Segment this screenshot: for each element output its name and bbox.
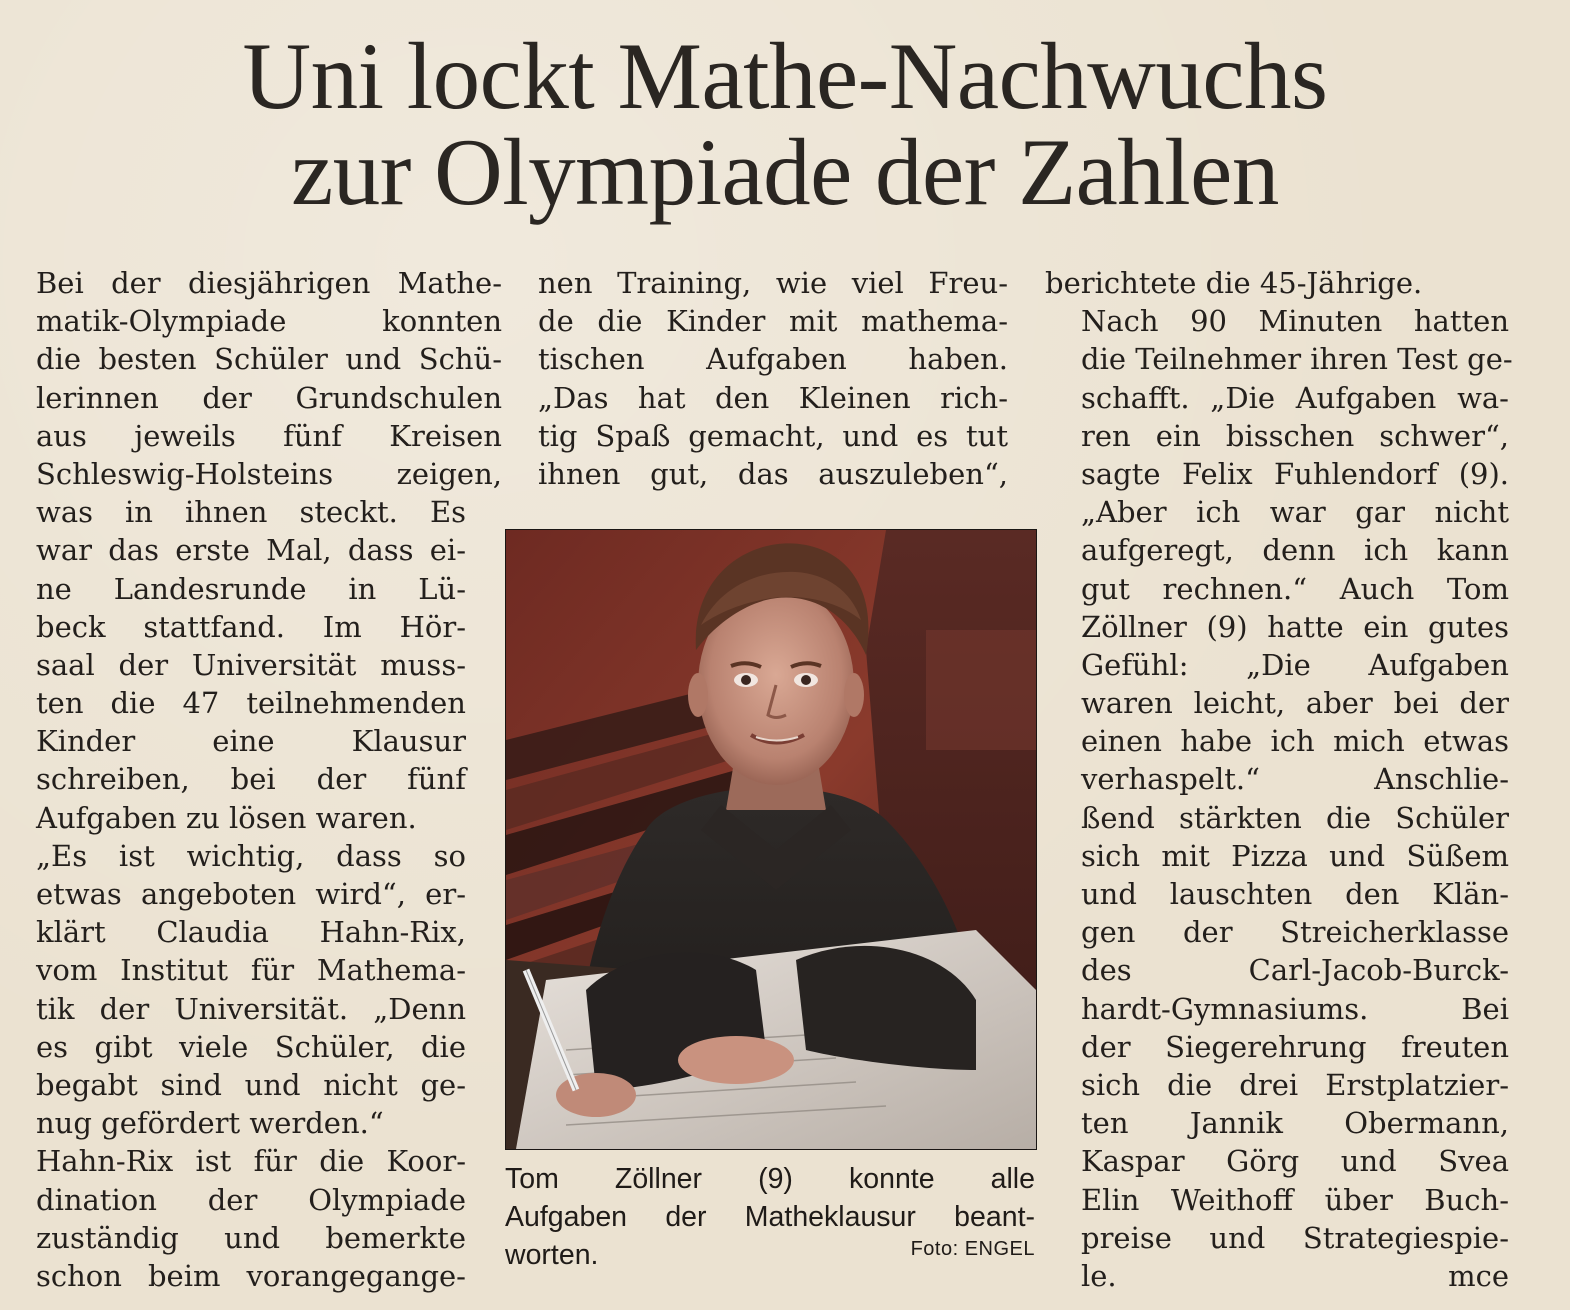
col1-line: nug gefördert werden.“ [36, 1106, 384, 1141]
caption-line: Tom Zöllner (9) konnte alle [505, 1163, 1035, 1195]
col1-line: was in ihnen steckt. Es [36, 495, 466, 530]
article-photo [505, 529, 1037, 1150]
col1-line: „Es ist wichtig, dass so [36, 838, 466, 873]
article-column-2 [538, 264, 1008, 493]
col3-line: verhaspelt.“ Anschlie- [1081, 762, 1509, 797]
col1-line: aus jeweils fünf Kreisen [36, 418, 502, 453]
col1-line: schreiben, bei der fünf [36, 762, 466, 797]
col3-line: die Teilnehmer ihren Test ge- [1081, 342, 1513, 377]
col1-line: beck stattfand. Im Hör- [36, 609, 466, 644]
col1-line: vom Institut für Mathema- [36, 953, 466, 988]
col3-line: des Carl-Jacob-Burck- [1081, 953, 1509, 988]
col1-line: ten die 47 teilnehmenden [36, 686, 466, 721]
col3-line: Zöllner (9) hatte ein gutes [1081, 609, 1509, 644]
photo-credit: Foto: ENGEL [910, 1238, 1035, 1260]
col3-line: einen habe ich mich etwas [1081, 724, 1509, 759]
col3-line: sich mit Pizza und Süßem [1081, 838, 1509, 873]
caption-line: worten. [505, 1239, 599, 1271]
col3-line: sagte Felix Fuhlendorf (9). [1081, 456, 1509, 491]
article-last-word: le. [1081, 1258, 1117, 1293]
col2-top-line: ihnen gut, das auszuleben“, [538, 456, 1008, 491]
headline-line-2: zur Olympiade der Zahlen [291, 119, 1279, 225]
col3-line: ten Jannik Obermann, [1081, 1106, 1509, 1141]
col3-line: und lauschten den Klän- [1081, 877, 1509, 911]
col1-line: saal der Universität muss- [36, 647, 466, 682]
col3-line: waren leicht, aber bei der [1081, 686, 1509, 721]
col1-line: es gibt viele Schüler, die [36, 1029, 466, 1064]
col2-top-line: tischen Aufgaben haben. [538, 342, 1008, 377]
headline-line-1: Uni lockt Mathe-Nachwuchs [242, 23, 1328, 129]
col1-line: tik der Universität. „Denn [36, 991, 466, 1026]
col1-line: etwas angeboten wird“, er- [36, 877, 466, 911]
col1-line: Schleswig-Holsteins zeigen, [36, 456, 502, 491]
col1-line: schon beim vorangegange- [36, 1258, 466, 1293]
col1-line: dination der Olympiade [36, 1182, 466, 1217]
photo-caption [505, 1160, 1035, 1274]
col3-line: aufgeregt, denn ich kann [1081, 533, 1509, 568]
col3-line: Elin Weithoff über Buch- [1081, 1182, 1509, 1217]
col1-line: die besten Schüler und Schü- [36, 342, 502, 377]
caption-line: Aufgaben der Matheklausur beant- [505, 1201, 1035, 1233]
article-column-1 [36, 264, 502, 1295]
col1-line: lerinnen der Grundschulen [36, 380, 502, 415]
col3-line: preise und Strategiespie- [1081, 1220, 1509, 1255]
col3-line: gut rechnen.“ Auch Tom [1081, 571, 1509, 606]
col2-top-line: nen Training, wie viel Freu- [538, 266, 1008, 300]
col2-top-line: tig Spaß gemacht, und es tut [538, 418, 1008, 453]
article-column-3 [1045, 264, 1513, 1295]
col1-line: Aufgaben zu lösen waren. [36, 800, 417, 835]
article-closing-line [1045, 1257, 1509, 1295]
col1-line: Bei der diesjährigen Mathe- [36, 266, 502, 300]
col3-line: der Siegerehrung freuten [1081, 1029, 1509, 1064]
col1-line: matik-Olympiade konnten [36, 304, 502, 339]
col2-top-line: „Das hat den Kleinen rich- [538, 380, 1008, 415]
col1-line: klärt Claudia Hahn-Rix, [36, 915, 466, 950]
col1-line: begabt sind und nicht ge- [36, 1067, 466, 1102]
col1-line: war das erste Mal, dass ei- [36, 533, 466, 568]
col3-line: „Aber ich war gar nicht [1081, 495, 1509, 530]
col3-line: ßend stärkten die Schüler [1081, 800, 1509, 835]
col3-line: sich die drei Erstplatzier- [1081, 1067, 1509, 1102]
col1-line: ne Landesrunde in Lü- [36, 571, 466, 606]
col3-line: berichtete die 45-Jährige. [1045, 266, 1423, 300]
col3-line: schafft. „Die Aufgaben wa- [1081, 380, 1509, 415]
col3-line: Gefühl: „Die Aufgaben [1081, 647, 1509, 682]
col3-line: ren ein bisschen schwer“, [1081, 418, 1509, 453]
col2-top-line: de die Kinder mit mathema- [538, 304, 1008, 339]
col3-line: Nach 90 Minuten hatten [1081, 304, 1509, 339]
article-headline [0, 23, 1570, 225]
col3-line: hardt-Gymnasiums. Bei [1081, 991, 1509, 1026]
col1-line: Kinder eine Klausur [36, 724, 466, 759]
col1-line: zuständig und bemerkte [36, 1220, 466, 1255]
col3-line: gen der Streicherklasse [1081, 915, 1509, 950]
col3-line: Kaspar Görg und Svea [1081, 1144, 1509, 1179]
col1-line: Hahn-Rix ist für die Koor- [36, 1144, 466, 1179]
author-initials: mce [1448, 1258, 1509, 1293]
